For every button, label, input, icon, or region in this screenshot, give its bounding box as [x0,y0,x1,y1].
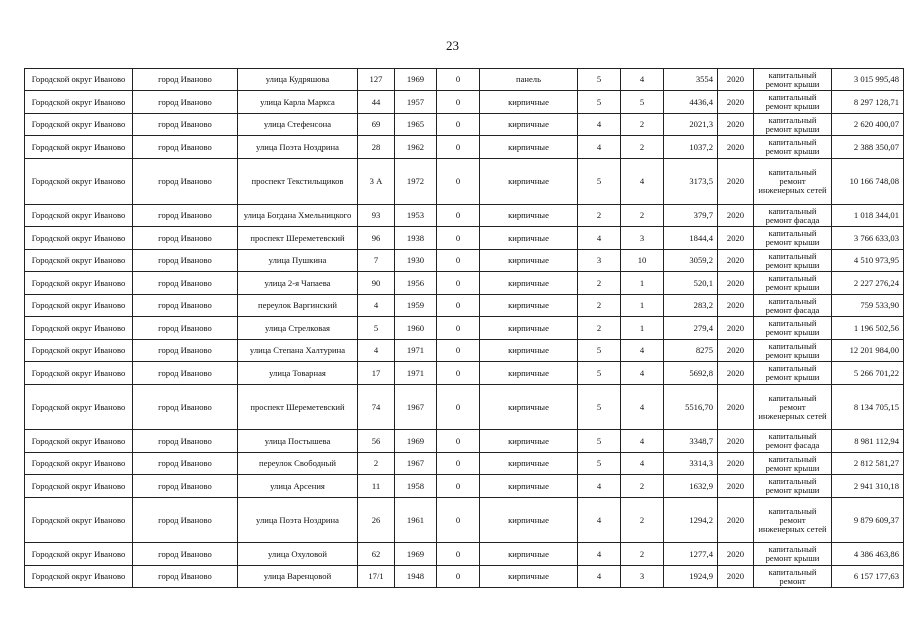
area-cell: 5516,70 [664,385,718,430]
entrances-cell: 4 [621,385,664,430]
plan-year-cell: 2020 [718,295,754,317]
entrances-cell: 4 [621,430,664,453]
district-cell: Городской округ Иваново [25,340,133,362]
house-number-cell: 74 [358,385,395,430]
zero-value-cell: 0 [437,362,480,385]
city-cell: город Иваново [133,430,238,453]
street-cell: улица Охуловой [238,543,358,566]
district-cell: Городской округ Иваново [25,250,133,272]
entrances-cell: 2 [621,136,664,159]
floors-cell: 2 [578,205,621,227]
entrances-cell: 3 [621,566,664,588]
district-cell: Городской округ Иваново [25,272,133,295]
entrances-cell: 2 [621,475,664,498]
district-cell: Городской округ Иваново [25,453,133,475]
floors-cell: 5 [578,453,621,475]
plan-year-cell: 2020 [718,543,754,566]
year-built-cell: 1953 [395,205,437,227]
city-cell: город Иваново [133,475,238,498]
page-number: 23 [446,38,459,53]
work-type-cell: капитальный ремонт крыши [754,250,832,272]
district-cell: Городской округ Иваново [25,91,133,114]
district-cell: Городской округ Иваново [25,227,133,250]
work-type-cell: капитальный ремонт [754,566,832,588]
area-cell: 3314,3 [664,453,718,475]
zero-value-cell: 0 [437,543,480,566]
house-number-cell: 2 [358,453,395,475]
wall-material-cell: панель [480,69,578,91]
year-built-cell: 1969 [395,69,437,91]
area-cell: 279,4 [664,317,718,340]
zero-value-cell: 0 [437,430,480,453]
house-number-cell: 28 [358,136,395,159]
cost-cell: 8 297 128,71 [832,91,904,114]
entrances-cell: 3 [621,227,664,250]
city-cell: город Иваново [133,295,238,317]
zero-value-cell: 0 [437,295,480,317]
street-cell: улица Постышева [238,430,358,453]
year-built-cell: 1967 [395,453,437,475]
table-row [25,272,904,295]
cost-cell: 4 386 463,86 [832,543,904,566]
zero-value-cell: 0 [437,227,480,250]
floors-cell: 5 [578,69,621,91]
table-row [25,159,904,205]
city-cell: город Иваново [133,340,238,362]
floors-cell: 2 [578,317,621,340]
entrances-cell: 10 [621,250,664,272]
entrances-cell: 5 [621,91,664,114]
cost-cell: 2 812 581,27 [832,453,904,475]
street-cell: улица Стрелковая [238,317,358,340]
wall-material-cell: кирпичные [480,227,578,250]
floors-cell: 4 [578,114,621,136]
wall-material-cell: кирпичные [480,159,578,205]
district-cell: Городской округ Иваново [25,317,133,340]
wall-material-cell: кирпичные [480,205,578,227]
work-type-cell: капитальный ремонт крыши [754,317,832,340]
plan-year-cell: 2020 [718,136,754,159]
wall-material-cell: кирпичные [480,91,578,114]
plan-year-cell: 2020 [718,317,754,340]
cost-cell: 12 201 984,00 [832,340,904,362]
district-cell: Городской округ Иваново [25,295,133,317]
cost-cell: 10 166 748,08 [832,159,904,205]
plan-year-cell: 2020 [718,340,754,362]
plan-year-cell: 2020 [718,205,754,227]
work-type-cell: капитальный ремонт крыши [754,340,832,362]
house-number-cell: 96 [358,227,395,250]
house-number-cell: 127 [358,69,395,91]
cost-cell: 3 015 995,48 [832,69,904,91]
entrances-cell: 2 [621,498,664,543]
city-cell: город Иваново [133,227,238,250]
wall-material-cell: кирпичные [480,362,578,385]
table-row [25,566,904,588]
house-number-cell: 3 А [358,159,395,205]
year-built-cell: 1962 [395,136,437,159]
table-row [25,362,904,385]
work-type-cell: капитальный ремонт инженерных сетей [754,385,832,430]
area-cell: 8275 [664,340,718,362]
area-cell: 2021,3 [664,114,718,136]
house-number-cell: 93 [358,205,395,227]
district-cell: Городской округ Иваново [25,566,133,588]
work-type-cell: капитальный ремонт крыши [754,453,832,475]
street-cell: проспект Шереметевский [238,385,358,430]
work-type-cell: капитальный ремонт крыши [754,136,832,159]
house-number-cell: 4 [358,340,395,362]
floors-cell: 2 [578,295,621,317]
plan-year-cell: 2020 [718,566,754,588]
plan-year-cell: 2020 [718,159,754,205]
entrances-cell: 2 [621,205,664,227]
plan-year-cell: 2020 [718,475,754,498]
work-type-cell: капитальный ремонт крыши [754,227,832,250]
area-cell: 4436,4 [664,91,718,114]
wall-material-cell: кирпичные [480,566,578,588]
city-cell: город Иваново [133,566,238,588]
zero-value-cell: 0 [437,566,480,588]
wall-material-cell: кирпичные [480,340,578,362]
cost-cell: 6 157 177,63 [832,566,904,588]
plan-year-cell: 2020 [718,114,754,136]
work-type-cell: капитальный ремонт крыши [754,543,832,566]
street-cell: проспект Шереметевский [238,227,358,250]
cost-cell: 2 941 310,18 [832,475,904,498]
entrances-cell: 1 [621,317,664,340]
work-type-cell: капитальный ремонт фасада [754,205,832,227]
year-built-cell: 1957 [395,91,437,114]
zero-value-cell: 0 [437,475,480,498]
entrances-cell: 2 [621,114,664,136]
cost-cell: 1 018 344,01 [832,205,904,227]
floors-cell: 3 [578,250,621,272]
work-type-cell: капитальный ремонт инженерных сетей [754,159,832,205]
street-cell: улица 2-я Чапаева [238,272,358,295]
table-row [25,475,904,498]
city-cell: город Иваново [133,272,238,295]
area-cell: 1294,2 [664,498,718,543]
floors-cell: 5 [578,340,621,362]
floors-cell: 5 [578,91,621,114]
work-type-cell: капитальный ремонт крыши [754,91,832,114]
house-number-cell: 17/1 [358,566,395,588]
table-row [25,295,904,317]
cost-cell: 1 196 502,56 [832,317,904,340]
wall-material-cell: кирпичные [480,385,578,430]
cost-cell: 2 388 350,07 [832,136,904,159]
plan-year-cell: 2020 [718,385,754,430]
wall-material-cell: кирпичные [480,136,578,159]
table-row [25,114,904,136]
table-row [25,205,904,227]
zero-value-cell: 0 [437,91,480,114]
city-cell: город Иваново [133,385,238,430]
year-built-cell: 1969 [395,430,437,453]
zero-value-cell: 0 [437,114,480,136]
area-cell: 3348,7 [664,430,718,453]
plan-year-cell: 2020 [718,272,754,295]
area-cell: 379,7 [664,205,718,227]
table-row [25,317,904,340]
area-cell: 1632,9 [664,475,718,498]
table-row [25,430,904,453]
year-built-cell: 1956 [395,272,437,295]
table-body [25,69,904,588]
year-built-cell: 1961 [395,498,437,543]
table-row [25,250,904,272]
area-cell: 5692,8 [664,362,718,385]
area-cell: 3554 [664,69,718,91]
zero-value-cell: 0 [437,159,480,205]
floors-cell: 4 [578,475,621,498]
city-cell: город Иваново [133,543,238,566]
floors-cell: 4 [578,136,621,159]
street-cell: улица Степана Халтурина [238,340,358,362]
house-number-cell: 4 [358,295,395,317]
entrances-cell: 1 [621,295,664,317]
district-cell: Городской округ Иваново [25,430,133,453]
year-built-cell: 1967 [395,385,437,430]
city-cell: город Иваново [133,159,238,205]
table-row [25,543,904,566]
plan-year-cell: 2020 [718,227,754,250]
table-row [25,385,904,430]
year-built-cell: 1959 [395,295,437,317]
city-cell: город Иваново [133,362,238,385]
cost-cell: 8 981 112,94 [832,430,904,453]
house-number-cell: 44 [358,91,395,114]
district-cell: Городской округ Иваново [25,69,133,91]
street-cell: улица Поэта Ноздрина [238,136,358,159]
zero-value-cell: 0 [437,498,480,543]
city-cell: город Иваново [133,91,238,114]
city-cell: город Иваново [133,114,238,136]
city-cell: город Иваново [133,205,238,227]
house-number-cell: 26 [358,498,395,543]
district-cell: Городской округ Иваново [25,205,133,227]
area-cell: 520,1 [664,272,718,295]
street-cell: улица Карла Маркса [238,91,358,114]
zero-value-cell: 0 [437,385,480,430]
house-number-cell: 69 [358,114,395,136]
wall-material-cell: кирпичные [480,114,578,136]
floors-cell: 4 [578,498,621,543]
work-type-cell: капитальный ремонт крыши [754,272,832,295]
entrances-cell: 4 [621,362,664,385]
buildings-table [24,68,904,588]
work-type-cell: капитальный ремонт фасада [754,295,832,317]
cost-cell: 3 766 633,03 [832,227,904,250]
house-number-cell: 17 [358,362,395,385]
street-cell: улица Арсения [238,475,358,498]
wall-material-cell: кирпичные [480,272,578,295]
city-cell: город Иваново [133,136,238,159]
house-number-cell: 11 [358,475,395,498]
street-cell: улица Товарная [238,362,358,385]
table-row [25,136,904,159]
year-built-cell: 1965 [395,114,437,136]
city-cell: город Иваново [133,453,238,475]
street-cell: переулок Варгинский [238,295,358,317]
year-built-cell: 1969 [395,543,437,566]
year-built-cell: 1948 [395,566,437,588]
wall-material-cell: кирпичные [480,317,578,340]
street-cell: переулок Свободный [238,453,358,475]
table-row [25,453,904,475]
plan-year-cell: 2020 [718,69,754,91]
district-cell: Городской округ Иваново [25,114,133,136]
district-cell: Городской округ Иваново [25,475,133,498]
table-row [25,498,904,543]
area-cell: 283,2 [664,295,718,317]
work-type-cell: капитальный ремонт крыши [754,114,832,136]
year-built-cell: 1958 [395,475,437,498]
year-built-cell: 1930 [395,250,437,272]
entrances-cell: 4 [621,69,664,91]
zero-value-cell: 0 [437,250,480,272]
city-cell: город Иваново [133,317,238,340]
street-cell: улица Пушкина [238,250,358,272]
city-cell: город Иваново [133,498,238,543]
house-number-cell: 90 [358,272,395,295]
area-cell: 1037,2 [664,136,718,159]
wall-material-cell: кирпичные [480,475,578,498]
table-row [25,340,904,362]
city-cell: город Иваново [133,250,238,272]
entrances-cell: 4 [621,453,664,475]
work-type-cell: капитальный ремонт фасада [754,430,832,453]
table-row [25,91,904,114]
cost-cell: 2 227 276,24 [832,272,904,295]
district-cell: Городской округ Иваново [25,385,133,430]
plan-year-cell: 2020 [718,362,754,385]
plan-year-cell: 2020 [718,453,754,475]
house-number-cell: 56 [358,430,395,453]
area-cell: 1924,9 [664,566,718,588]
area-cell: 3173,5 [664,159,718,205]
floors-cell: 5 [578,159,621,205]
area-cell: 1844,4 [664,227,718,250]
table-row [25,69,904,91]
plan-year-cell: 2020 [718,250,754,272]
district-cell: Городской округ Иваново [25,136,133,159]
cost-cell: 759 533,90 [832,295,904,317]
wall-material-cell: кирпичные [480,250,578,272]
wall-material-cell: кирпичные [480,453,578,475]
plan-year-cell: 2020 [718,430,754,453]
floors-cell: 4 [578,566,621,588]
floors-cell: 5 [578,362,621,385]
street-cell: улица Богдана Хмельницкого [238,205,358,227]
floors-cell: 5 [578,430,621,453]
entrances-cell: 4 [621,159,664,205]
cost-cell: 2 620 400,07 [832,114,904,136]
cost-cell: 9 879 609,37 [832,498,904,543]
street-cell: улица Поэта Ноздрина [238,498,358,543]
entrances-cell: 2 [621,543,664,566]
table-row [25,227,904,250]
district-cell: Городской округ Иваново [25,362,133,385]
cost-cell: 5 266 701,22 [832,362,904,385]
cost-cell: 8 134 705,15 [832,385,904,430]
house-number-cell: 7 [358,250,395,272]
floors-cell: 5 [578,385,621,430]
year-built-cell: 1972 [395,159,437,205]
street-cell: проспект Текстильщиков [238,159,358,205]
year-built-cell: 1938 [395,227,437,250]
zero-value-cell: 0 [437,272,480,295]
zero-value-cell: 0 [437,340,480,362]
year-built-cell: 1971 [395,362,437,385]
house-number-cell: 5 [358,317,395,340]
wall-material-cell: кирпичные [480,498,578,543]
district-cell: Городской округ Иваново [25,543,133,566]
entrances-cell: 1 [621,272,664,295]
wall-material-cell: кирпичные [480,295,578,317]
work-type-cell: капитальный ремонт крыши [754,475,832,498]
work-type-cell: капитальный ремонт крыши [754,69,832,91]
street-cell: улица Стефенсона [238,114,358,136]
area-cell: 3059,2 [664,250,718,272]
street-cell: улица Кудряшова [238,69,358,91]
work-type-cell: капитальный ремонт инженерных сетей [754,498,832,543]
street-cell: улица Варенцовой [238,566,358,588]
cost-cell: 4 510 973,95 [832,250,904,272]
city-cell: город Иваново [133,69,238,91]
zero-value-cell: 0 [437,317,480,340]
wall-material-cell: кирпичные [480,543,578,566]
house-number-cell: 62 [358,543,395,566]
work-type-cell: капитальный ремонт крыши [754,362,832,385]
zero-value-cell: 0 [437,453,480,475]
entrances-cell: 4 [621,340,664,362]
district-cell: Городской округ Иваново [25,498,133,543]
zero-value-cell: 0 [437,205,480,227]
wall-material-cell: кирпичные [480,430,578,453]
plan-year-cell: 2020 [718,498,754,543]
plan-year-cell: 2020 [718,91,754,114]
year-built-cell: 1960 [395,317,437,340]
floors-cell: 4 [578,543,621,566]
floors-cell: 4 [578,227,621,250]
floors-cell: 2 [578,272,621,295]
area-cell: 1277,4 [664,543,718,566]
year-built-cell: 1971 [395,340,437,362]
zero-value-cell: 0 [437,69,480,91]
district-cell: Городской округ Иваново [25,159,133,205]
zero-value-cell: 0 [437,136,480,159]
